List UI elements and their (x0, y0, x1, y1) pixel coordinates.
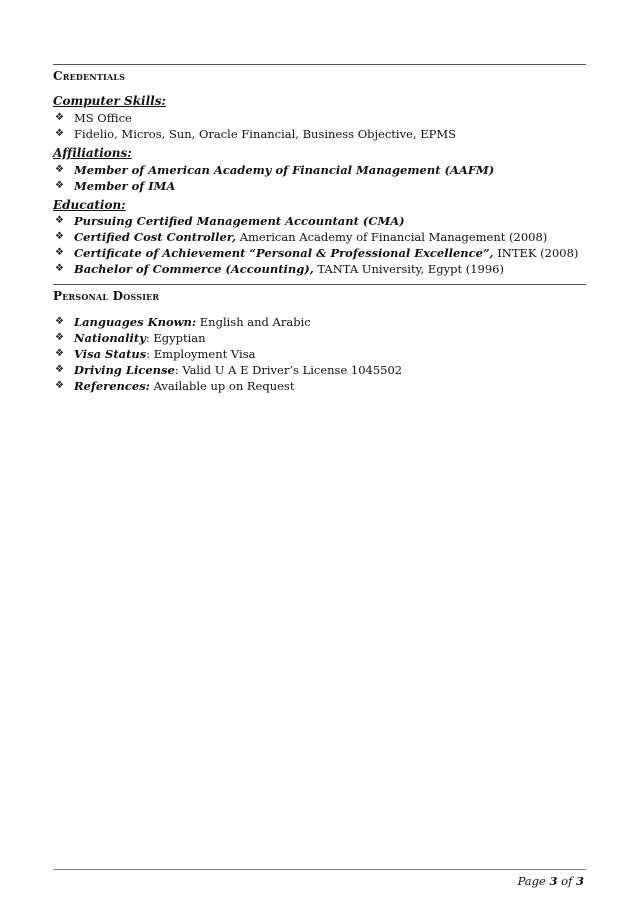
diamond-bullet-icon: ❖ (55, 348, 64, 359)
list-item: ❖ Certificate of Achievement “Personal & Professional Excellence”, INTEK (2008) (55, 246, 579, 260)
list-item: ❖ Driving License: Valid U A E Driver’s License 1045502 (55, 363, 403, 377)
list-item: ❖ Languages Known: English and Arabic (55, 315, 311, 329)
list-item: ❖ Bachelor of Commerce (Accounting), TANTA University, Egypt (1996) (55, 262, 504, 276)
diamond-bullet-icon: ❖ (55, 231, 64, 242)
page-number: Page 3 of 3 (517, 874, 584, 888)
list-item: ❖ Nationality: Egyptian (55, 331, 206, 345)
diamond-bullet-icon: ❖ (55, 215, 64, 226)
list-item: ❖ Pursuing Certified Management Accountant (CMA) (55, 214, 405, 228)
diamond-bullet-icon: ❖ (55, 364, 64, 375)
list-item: ❖ MS Office (55, 111, 132, 125)
computer-skills-title: Computer Skills: (53, 94, 166, 108)
diamond-bullet-icon: ❖ (55, 164, 64, 175)
list-item: ❖ Visa Status: Employment Visa (55, 347, 256, 361)
diamond-bullet-icon: ❖ (55, 316, 64, 327)
list-item: ❖ Fidelio, Micros, Sun, Oracle Financial, Business Objective, EPMS (55, 127, 457, 141)
list-item: ❖ Certified Cost Controller, American Academy of Financial Management (2008) (55, 230, 548, 244)
affiliations-title: Affiliations: (53, 146, 132, 160)
diamond-bullet-icon: ❖ (55, 380, 64, 391)
list-item: ❖ References: Available up on Request (55, 379, 295, 393)
diamond-bullet-icon: ❖ (55, 128, 64, 139)
education-list (53, 213, 578, 277)
affiliations-list (53, 162, 494, 194)
personal-dossier-list (53, 314, 402, 394)
list-item: ❖ Member of American Academy of Financial Management (AAFM) (55, 163, 495, 177)
credentials-heading: Credentials (53, 69, 126, 83)
diamond-bullet-icon: ❖ (55, 247, 64, 258)
footer-divider (53, 869, 586, 870)
section-divider (53, 284, 586, 285)
diamond-bullet-icon: ❖ (55, 180, 64, 191)
section-divider (53, 64, 586, 65)
list-item: ❖ Member of IMA (55, 179, 176, 193)
diamond-bullet-icon: ❖ (55, 332, 64, 343)
computer-skills-list (53, 110, 456, 142)
education-title: Education: (53, 198, 126, 212)
diamond-bullet-icon: ❖ (55, 263, 64, 274)
diamond-bullet-icon: ❖ (55, 112, 64, 123)
personal-dossier-heading: Personal Dossier (53, 289, 160, 303)
